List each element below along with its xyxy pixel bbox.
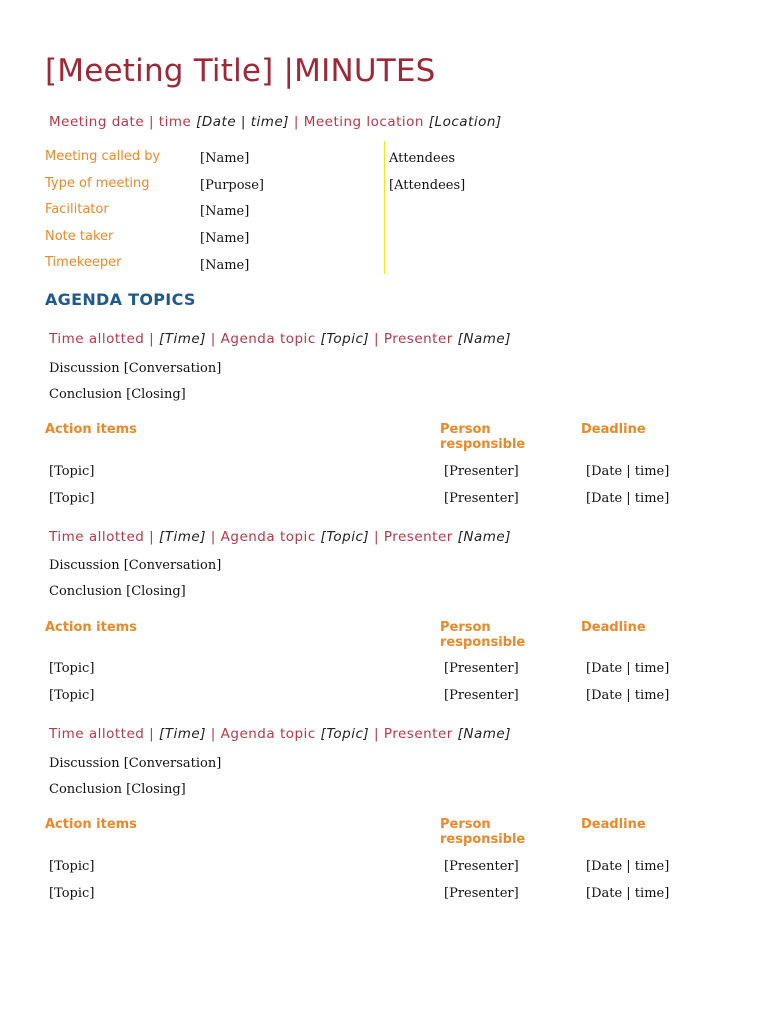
conclusion-text: Conclusion [Closing] [49, 387, 186, 402]
detail-value-type: [Purpose] [200, 178, 264, 193]
detail-value-note-taker: [Name] [200, 231, 250, 246]
person-cell: [Presenter] [444, 491, 519, 506]
meta-separator: | [293, 114, 299, 130]
detail-value-facilitator: [Name] [200, 204, 250, 219]
time-allotted-label: Time allotted [49, 726, 145, 742]
action-item-cell: [Topic] [49, 661, 95, 676]
detail-value-timekeeper: [Name] [200, 258, 250, 273]
discussion-text: Discussion [Conversation] [49, 361, 222, 376]
agenda-topic-label: Agenda topic [220, 726, 316, 742]
time-allotted-label: Time allotted [49, 529, 145, 545]
time-allotted-value: [Time] [158, 529, 206, 545]
action-item-cell: [Topic] [49, 491, 95, 506]
separator: | [149, 726, 155, 742]
detail-label-type: Type of meeting [45, 176, 150, 191]
deadline-header: Deadline [581, 620, 646, 635]
deadline-cell: [Date | time] [586, 464, 670, 479]
agenda-topic-value: [Topic] [320, 726, 370, 742]
agenda-topic-value: [Topic] [320, 331, 370, 347]
time-allotted-value: [Time] [158, 331, 206, 347]
person-cell: [Presenter] [444, 886, 519, 901]
person-responsible-header: Person responsible [440, 422, 526, 452]
person-responsible-header: Person responsible [440, 817, 526, 847]
discussion-text: Discussion [Conversation] [49, 756, 222, 771]
person-responsible-header: Person responsible [440, 620, 526, 650]
agenda-topic-value: [Topic] [320, 529, 370, 545]
conclusion-text: Conclusion [Closing] [49, 584, 186, 599]
meeting-location-label: Meeting location [303, 114, 424, 130]
separator: | [210, 331, 216, 347]
action-items-header: Action items [45, 817, 137, 832]
separator: | [373, 331, 380, 347]
presenter-value: [Name] [457, 529, 512, 545]
action-item-cell: [Topic] [49, 688, 95, 703]
detail-label-facilitator: Facilitator [45, 202, 109, 217]
attendees-divider [384, 141, 385, 274]
presenter-label: Presenter [383, 331, 453, 347]
presenter-value: [Name] [457, 726, 512, 742]
topic-line [49, 529, 511, 545]
action-items-header: Action items [45, 422, 137, 437]
meeting-meta-line [49, 114, 502, 130]
person-cell: [Presenter] [444, 688, 519, 703]
detail-label-note-taker: Note taker [45, 229, 114, 244]
deadline-cell: [Date | time] [586, 491, 670, 506]
detail-label-timekeeper: Timekeeper [45, 255, 122, 270]
presenter-label: Presenter [383, 726, 453, 742]
person-cell: [Presenter] [444, 859, 519, 874]
deadline-header: Deadline [581, 817, 646, 832]
topic-line [49, 331, 511, 347]
deadline-cell: [Date | time] [586, 661, 670, 676]
attendees-value: [Attendees] [389, 178, 466, 193]
action-item-cell: [Topic] [49, 886, 95, 901]
agenda-topic-label: Agenda topic [220, 529, 316, 545]
meeting-date-value: [Date | time] [196, 114, 290, 130]
action-item-cell: [Topic] [49, 859, 95, 874]
meeting-date-label: Meeting date | time [49, 114, 192, 130]
deadline-cell: [Date | time] [586, 886, 670, 901]
time-allotted-value: [Time] [158, 726, 206, 742]
action-items-header: Action items [45, 620, 137, 635]
detail-value-called-by: [Name] [200, 151, 250, 166]
time-allotted-label: Time allotted [49, 331, 145, 347]
section-heading-agenda: AGENDA TOPICS [45, 290, 196, 309]
person-cell: [Presenter] [444, 464, 519, 479]
separator: | [373, 726, 380, 742]
separator: | [373, 529, 380, 545]
presenter-label: Presenter [383, 529, 453, 545]
discussion-text: Discussion [Conversation] [49, 558, 222, 573]
attendees-label: Attendees [389, 151, 456, 166]
agenda-topic-label: Agenda topic [220, 331, 316, 347]
deadline-header: Deadline [581, 422, 646, 437]
topic-line [49, 726, 511, 742]
separator: | [149, 331, 155, 347]
separator: | [210, 726, 216, 742]
page-title: [Meeting Title] |MINUTES [45, 53, 436, 89]
separator: | [149, 529, 155, 545]
deadline-cell: [Date | time] [586, 688, 670, 703]
detail-label-called-by: Meeting called by [45, 149, 161, 164]
meeting-location-value: [Location] [428, 114, 502, 130]
conclusion-text: Conclusion [Closing] [49, 782, 186, 797]
deadline-cell: [Date | time] [586, 859, 670, 874]
action-item-cell: [Topic] [49, 464, 95, 479]
presenter-value: [Name] [457, 331, 512, 347]
person-cell: [Presenter] [444, 661, 519, 676]
separator: | [210, 529, 216, 545]
